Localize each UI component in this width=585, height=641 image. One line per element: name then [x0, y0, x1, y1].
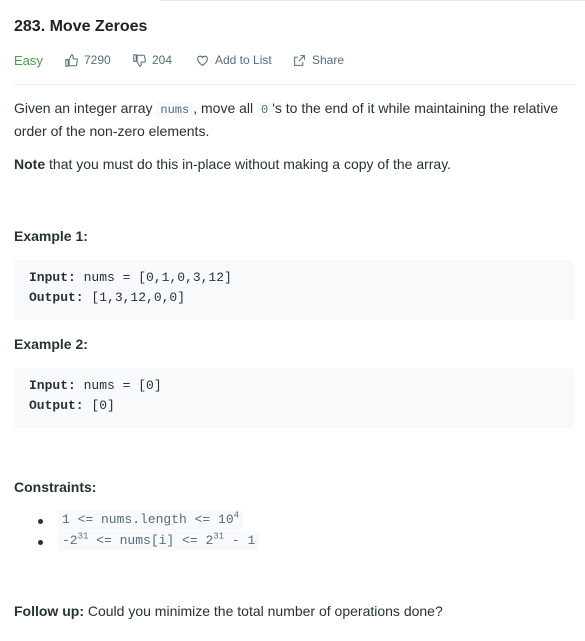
example-1-block — [14, 260, 574, 320]
statement-text: 's to the end of it while maintaining the relative order of the non-zero elements. — [14, 100, 559, 139]
input-value: nums = [0] — [75, 378, 162, 393]
share-label: Share — [312, 53, 345, 67]
problem-meta-bar — [14, 53, 574, 69]
add-to-list-label: Add to List — [215, 53, 272, 67]
problem-statement — [14, 98, 574, 142]
top-divider — [160, 0, 585, 1]
share-icon — [293, 54, 306, 67]
follow-up-label: Follow up: — [14, 603, 84, 619]
constraints-heading: Constraints: — [14, 479, 97, 495]
constraint-item — [58, 531, 259, 552]
constraint-item — [58, 510, 259, 531]
input-label: Input: — [29, 270, 76, 285]
bullet — [38, 540, 43, 545]
header-divider — [14, 84, 574, 85]
exponent: 31 — [77, 531, 89, 542]
difficulty-badge: Easy — [14, 53, 43, 68]
constraint-text: - 1 — [224, 533, 256, 548]
add-to-list-button[interactable] — [196, 53, 272, 67]
example-2-heading: Example 2: — [14, 336, 88, 352]
example-2-block — [14, 368, 574, 428]
output-value: [0] — [83, 398, 115, 413]
note-paragraph — [14, 154, 574, 175]
share-button[interactable] — [293, 53, 344, 67]
constraint-text: 1 <= nums.length <= 10 — [62, 512, 234, 527]
statement-text: , move all — [193, 100, 258, 116]
like-button[interactable] — [65, 53, 111, 67]
dislike-count: 204 — [152, 53, 173, 67]
exponent: 4 — [233, 510, 240, 521]
bullet — [38, 519, 43, 524]
dislike-button[interactable] — [133, 53, 172, 67]
statement-text: Given an integer array — [14, 100, 157, 116]
exponent: 31 — [213, 531, 225, 542]
output-label: Output: — [29, 398, 84, 413]
constraint-code — [58, 510, 243, 530]
thumbs-down-icon — [133, 54, 146, 67]
output-value: [1,3,12,0,0] — [83, 290, 186, 305]
constraint-text: <= nums[i] <= 2 — [88, 533, 214, 548]
example-1-heading: Example 1: — [14, 228, 88, 244]
note-text: that you must do this in-place without making a copy of the array. — [45, 156, 452, 172]
input-label: Input: — [29, 378, 76, 393]
follow-up-paragraph — [14, 601, 574, 622]
constraint-code — [58, 531, 259, 551]
input-value: nums = [0,1,0,3,12] — [75, 270, 232, 285]
inline-code-nums: nums — [156, 102, 193, 118]
problem-title: 283. Move Zeroes — [14, 18, 148, 35]
constraint-text: -2 — [62, 533, 78, 548]
thumbs-up-icon — [65, 54, 78, 67]
heart-icon — [196, 54, 209, 67]
output-label: Output: — [29, 290, 84, 305]
note-label: Note — [14, 156, 46, 172]
like-count: 7290 — [84, 53, 111, 67]
inline-code-zero: 0 — [257, 102, 272, 118]
follow-up-text: Could you minimize the total number of operations done? — [83, 603, 443, 619]
constraints-list — [58, 510, 259, 552]
